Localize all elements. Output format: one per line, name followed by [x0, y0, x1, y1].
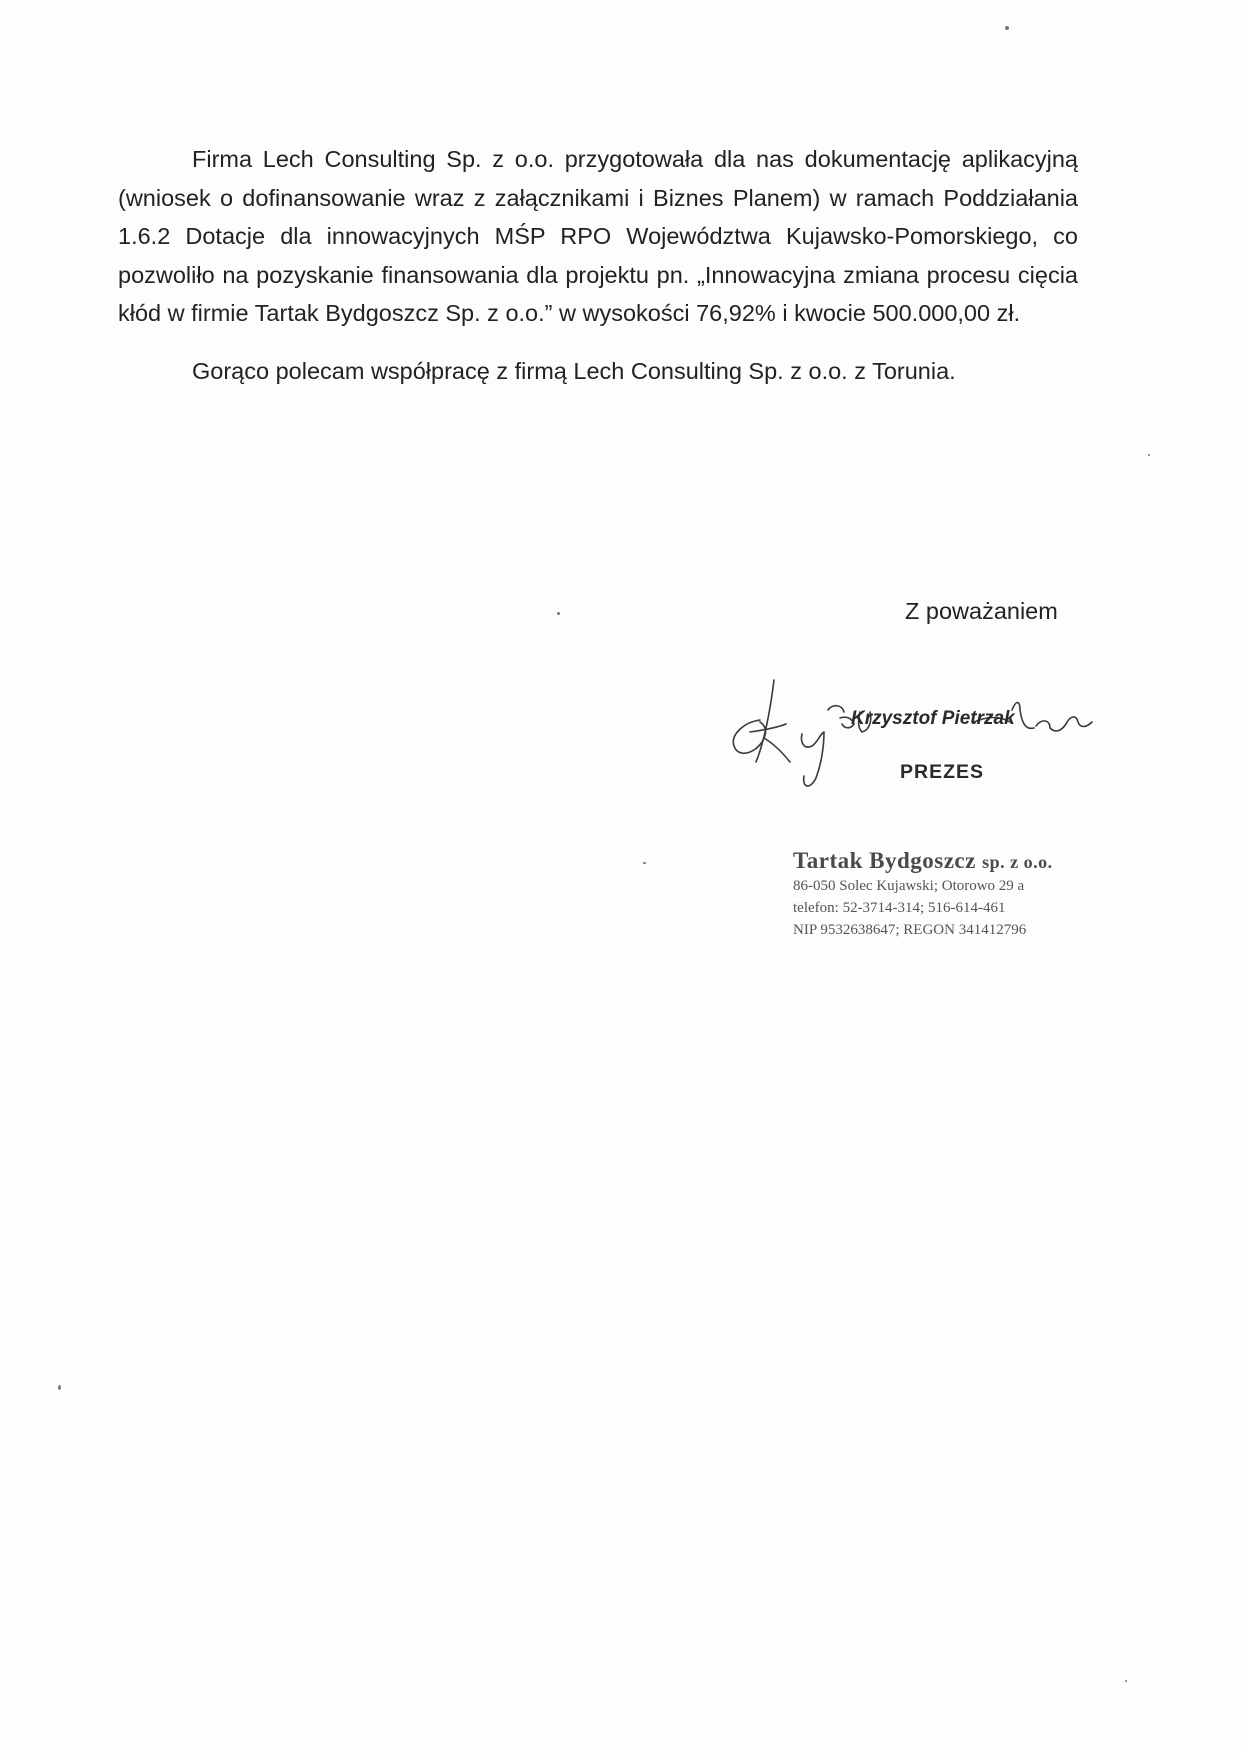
stamp-company-name	[793, 848, 1093, 875]
stamp-company: Tartak Bydgoszcz	[793, 848, 976, 873]
scan-speck	[1125, 1680, 1127, 1682]
closing-phrase: Z poważaniem	[905, 598, 1058, 624]
letter-body	[118, 140, 1078, 391]
scan-speck	[643, 862, 646, 864]
stamp-phone: telefon: 52-3714-314; 516-614-461	[793, 900, 1006, 916]
signer-title: PREZES	[900, 761, 985, 783]
signer-name: Krzysztof Pietrzak	[851, 708, 1015, 729]
letter-paragraph-1: Firma Lech Consulting Sp. z o.o. przygotowała dla nas dokumentację aplikacyjną (wniosek o dofinansowanie wraz z załącznikami i Biznes Planem) w ramach Poddziałania 1.6.2 Dotacje dla innowacyjnych MŚP RPO Województwa Kujawsko-Pomorskiego, co pozwoliło na pozyskanie finansowania dla projektu pn. „Innowacyjna zmiana procesu cięcia kłód w firmie Tartak Bydgoszcz Sp. z o.o.” w wysokości 76,92% i kwocie 500.000,00 zł.	[118, 146, 1078, 327]
letter-paragraph-2: Gorąco polecam współpracę z firmą Lech Consulting Sp. z o.o. z Torunia.	[192, 357, 956, 384]
stamp-company-suffix: sp. z o.o.	[982, 852, 1053, 872]
stamp-registration-ids: NIP 9532638647; REGON 341412796	[793, 922, 1027, 938]
scan-speck	[1005, 26, 1009, 30]
scan-speck	[557, 612, 560, 615]
stamp-address: 86-050 Solec Kujawski; Otorowo 29 a	[793, 878, 1025, 894]
company-stamp	[793, 848, 1093, 941]
scan-speck	[58, 1385, 61, 1390]
scan-speck	[1148, 454, 1150, 456]
